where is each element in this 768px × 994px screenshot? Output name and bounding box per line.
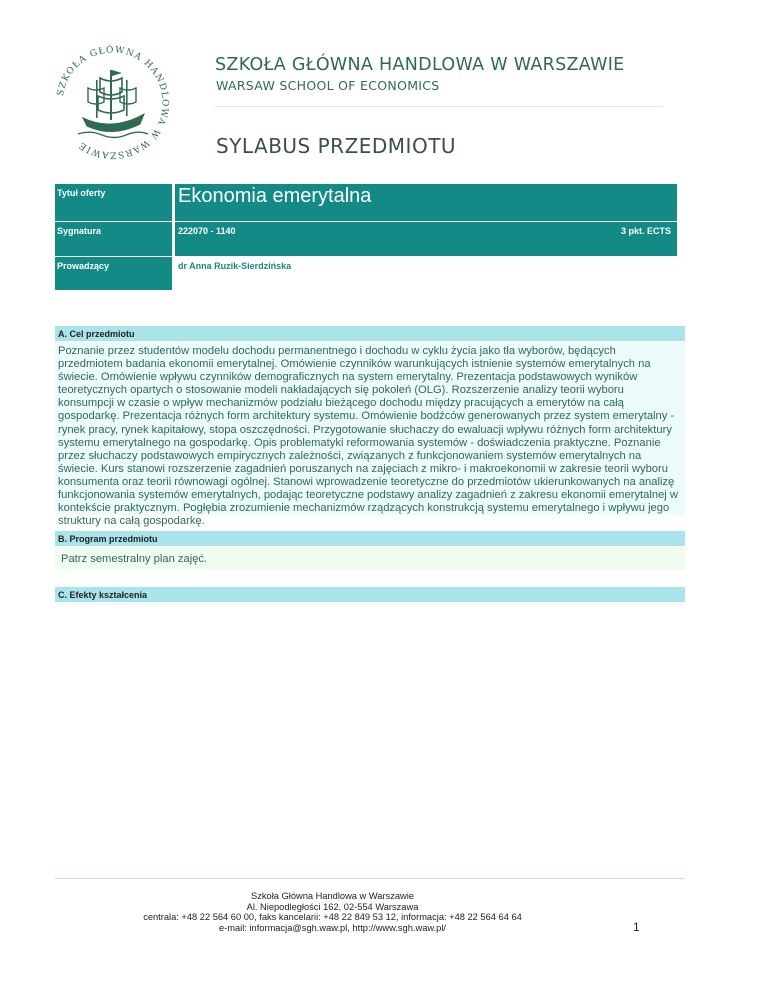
header-divider [215,106,663,107]
footer-address [110,891,555,933]
lecturer-label: Prowadzący [55,257,172,290]
university-logo [50,40,175,165]
section-a-heading: A. Cel przedmiotu [55,326,685,341]
lecturer-value: dr Anna Ruzik-Sierdzińska [172,257,677,290]
footer-line-contact: e-mail: informacja@sgh.waw.pl, http://www.sgh.waw.pl/ [219,922,446,933]
footer-line-name: Szkoła Główna Handlowa w Warszawie [251,891,414,901]
signature-value: 222070 - 1140 [178,226,236,236]
section-b-heading: B. Program przedmiotu [55,531,685,546]
footer-line-address: Al. Niepodległości 162, 02-554 Warszawa [246,901,419,912]
section-c-heading: C. Efekty kształcenia [55,587,685,602]
university-name-en: WARSAW SCHOOL OF ECONOMICS [216,78,440,93]
logo-ring-text: SZKOŁA GŁÓWNA HANDLOWA W WARSZAWIE [55,45,170,160]
footer-divider [55,878,685,879]
footer-line-phones: centrala: +48 22 564 60 00, faks kancelarii: +48 22 849 53 12, informacja: +48 22 564 64 64 [143,912,522,923]
offer-title-label: Tytuł oferty [55,184,172,221]
section-a-body: Poznanie przez studentów modelu dochodu permanentnego i dochodu w cyklu życia jako tła wyborów, będących przedmiotem badania ekonomii emerytalnej. Omówienie czynników warunkujących istnienie systemów emerytalnych na świecie. Omówienie wpływu czynników demograficznych na system emerytalny. Prezentacja podstawowych wyników teoretycznych opartych o stosowanie modeli nakładających się pokoleń (OLG). Rozszerzenie analizy teorii wyboru konsumpcji w czasie o wpływ mechanizmów podziału bieżącego dochodu między pracujących a emerytów na całą gospodarkę. Prezentacja różnych form architektury systemu. Omówienie bodźców generowanych przez system emerytalny - rynek pracy, rynek kapitałowy, stopa oszczędności. Przygotowanie słuchaczy do ewaluacji wpływu różnych form architektury systemu emerytalnego na gospodarkę. Opis problematyki reformowania systemów - doświadczenia praktyczne. Poznanie przez słuchaczy podstawowych empirycznych zależności, związanych z funkcjonowaniem systemów emerytalnych na świecie. Kurs stanowi rozszerzenie zagadnień poruszanych na zajęciach z mikro- i makroekonomii w zakresie teorii wyboru konsumenta oraz teorii równowagi ogólnej. Stanowi wprowadzenie teoretyczne do przedmiotów ukierunkowanych na analizę funkcjonowania systemów emerytalnych, podając teoretyczne podstawy analizy zagadnień z zakresu ekonomii emerytalnej w kontekście praktycznym. Pogłębia zrozumienie mechanizmów rządzących konstrukcją systemu emerytalnego i wpływu jego struktury na całą gospodarkę. [55,342,685,515]
offer-title-value: Ekonomia emerytalna [172,184,677,221]
section-b-body: Patrz semestralny plan zajęć. [55,547,685,570]
signature-cell [172,222,677,256]
signature-label: Sygnatura [55,222,172,256]
university-name-pl: SZKOŁA GŁÓWNA HANDLOWA W WARSZAWIE [215,55,625,75]
page-number: 1 [633,920,640,934]
svg-text:SZKOŁA GŁÓWNA HANDLOWA W WARSZ [56,43,170,159]
document-title: SYLABUS PRZEDMIOTU [216,134,457,158]
section-c-body [55,603,685,605]
ects-value: 3 pkt. ECTS [620,226,671,236]
